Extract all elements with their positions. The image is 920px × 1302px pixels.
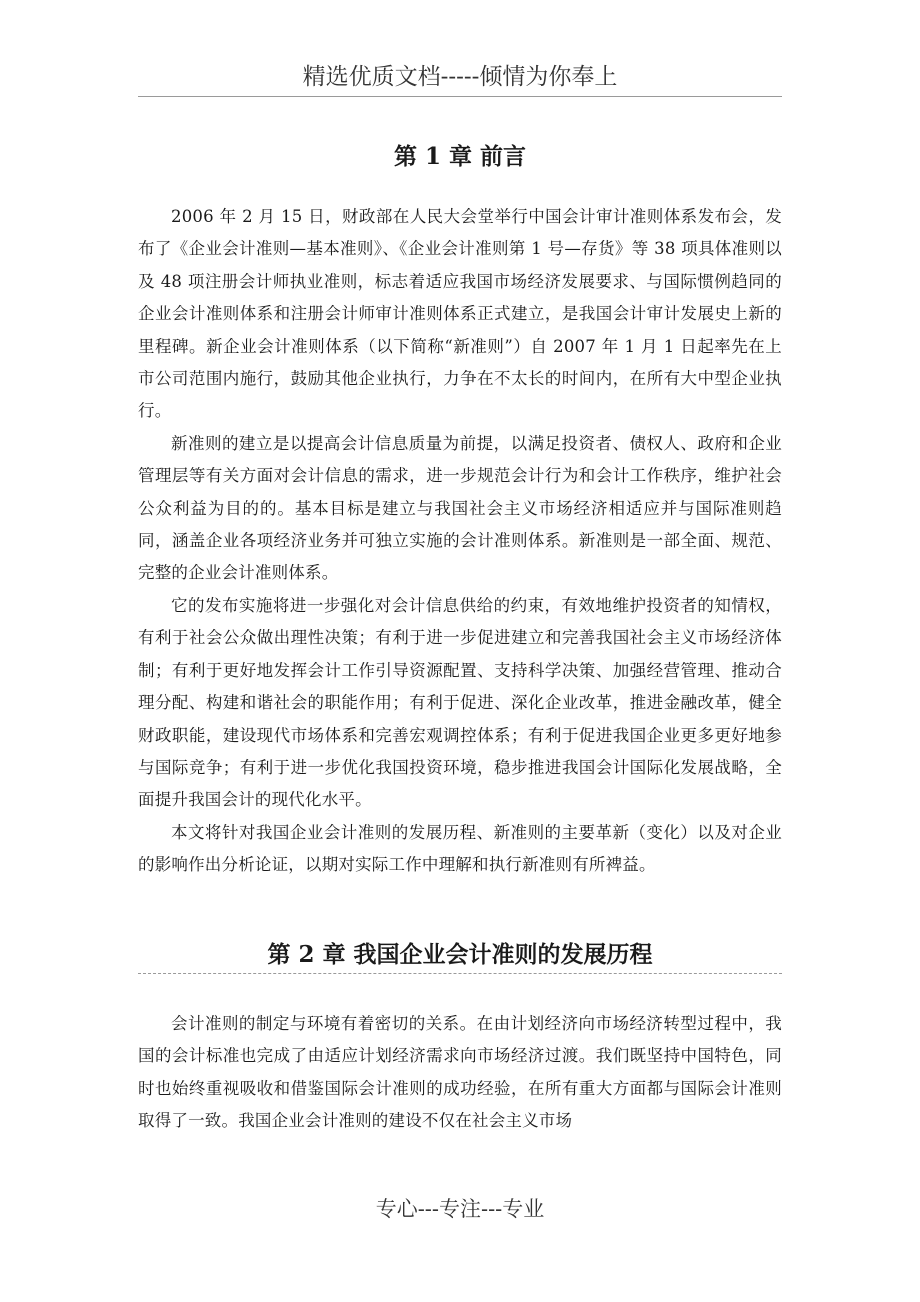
- chapter-2-paragraph-1: 会计准则的制定与环境有着密切的关系。在由计划经济向市场经济转型过程中，我国的会计标准也完成了由适应计划经济需求向市场经济过渡。我们既坚持中国特色，同时也始终重视吸收和借鉴国际会计准则的成功经验，在所有重大方面都与国际会计准则取得了一致。我国企业会计准则的建设不仅在社会主义市场: [138, 1014, 782, 1131]
- chapter-1-paragraph-2: 新准则的建立是以提高会计信息质量为前提，以满足投资者、债权人、政府和企业管理层等有关方面对会计信息的需求，进一步规范会计行为和会计工作秩序，维护社会公众利益为目的的。基本目标是建立与我国社会主义市场经济相适应并与国际准则趋同，涵盖企业各项经济业务并可独立实施的会计准则体系。新准则是一部全面、规范、完整的企业会计准则体系。: [138, 433, 782, 583]
- chapter-2-title: 第 2 章 我国企业会计准则的发展历程: [267, 941, 653, 968]
- page-footer: 专心---专注---专业: [375, 1197, 545, 1221]
- header-divider: [138, 96, 782, 97]
- chapter-1-body: [138, 201, 782, 882]
- chapter-1-paragraph-4: 本文将针对我国企业会计准则的发展历程、新准则的主要革新（变化）以及对企业的影响作出分析论证，以期对实际工作中理解和执行新准则有所裨益。: [138, 822, 782, 875]
- page-header: 精选优质文档-----倾情为你奉上: [302, 64, 618, 90]
- chapter-1-title: 第 1 章 前言: [393, 143, 527, 170]
- chapter-1-paragraph-1: 2006 年 2 月 15 日，财政部在人民大会堂举行中国会计审计准则体系发布会，发布了《企业会计准则—基本准则》、《企业会计准则第 1 号—存货》等 38 项具体准则以及 48 项注册会计师执业准则，标志着适应我国市场经济发展要求、与国际惯例趋同的企业会计准则体系和注册会计师审计准则体系正式建立，是我国会计审计发展史上新的里程碑。新企业会计准则体系（以下简称“新准则”）自 2007 年 1 月 1 日起率先在上市公司范围内施行，鼓励其他企业执行，力争在不太长的时间内，在所有大中型企业执行。: [138, 207, 782, 421]
- chapter-2-divider: [138, 973, 782, 974]
- chapter-1-paragraph-3: 它的发布实施将进一步强化对会计信息供给的约束，有效地维护投资者的知情权，有利于社会公众做出理性决策；有利于进一步促进建立和完善我国社会主义市场经济体制；有利于更好地发挥会计工作引导资源配置、支持科学决策、加强经营管理、推动合理分配、构建和谐社会的职能作用；有利于促进、深化企业改革，推进金融改革，健全财政职能，建设现代市场体系和完善宏观调控体系；有利于促进我国企业更多更好地参与国际竞争；有利于进一步优化我国投资环境，稳步推进我国会计国际化发展战略，全面提升我国会计的现代化水平。: [138, 595, 782, 810]
- chapter-2-body: [138, 1008, 782, 1138]
